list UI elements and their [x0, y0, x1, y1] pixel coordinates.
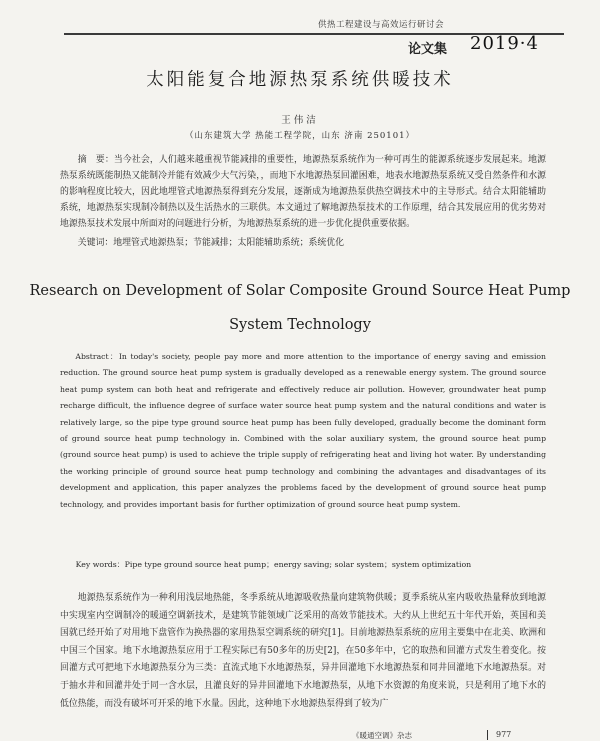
header-collection: 论文集 — [408, 42, 448, 57]
body-paragraph: 地源热泵系统作为一种利用浅层地热能，冬季系统从地源吸收热量向建筑物供暖；夏季系统从室内吸收热量释放到地源中实现室内空调制冷的暖通空调新技术，是建筑节能领域广泛采用的高效节能技术。大约从上世纪五十年代开始，英国和美国就已经开始了对用地下盘管作为换热器的家用热泵空调系统的研究[1]。目前地源热泵系统的应用主要集中在北美、欧洲和中国三个国家。地下水地源热泵应用于工程实际已有50多年的历史[2]，在50多年中，它的取热和回灌方式发生着变化。按回灌方式可把地下水地源热泵分为三类：直流式地下水地源热泵，异井回灌地下水地源热泵和同井回灌地下水地源热泵。对于抽水井和回灌井处于同一含水层，且灌良好的异井回灌地下水地源热泵，从地下水资源的角度来说，只是利用了地下水的低位热能，而没有破坏可开采的地下水量。因此，这种地下水地源热泵得到了较为广 — [60, 593, 546, 709]
paper-title-cn: 太阳能复合地源热泵系统供暖技术 — [146, 70, 454, 90]
keywords-en: Key words：Pipe type ground source heat pump；energy saving; solar system；system optimization — [75, 560, 472, 569]
keywords-cn: 关键词：地埋管式地源热泵；节能减排；太阳能辅助系统；系统优化 — [77, 238, 345, 248]
author: 王伟洁 — [281, 115, 319, 126]
footer-rule — [487, 730, 488, 740]
abstract-en: Abstract：In today's society, people pay more and more attention to the importance of energy saving and emission reduction. The ground source heat pump system is gradually developed as a renewable energy system. The ground source heat pump system can both heat and refrigerate and effectively reduce air pollution. However, groundwater heat pump recharge difficult, the influence degree of surface water source heat pump system and the natural conditions and water is relatively large, so the pipe type ground source heat pump has been fully developed, gradually become the dominant form of ground source heat pump technology in. Combined with the solar auxiliary system, the ground source heat pump (ground source heat pump) is used to achieve the triple supply of refrigerating heat and living hot water. By understanding the working principle of ground source heat pump technology and combining the advantages and disadvantages of its development and application, this paper analyzes the problems faced by the development of ground source heat pump technology, and provides important basis for further optimization of ground source heat pump system. — [60, 352, 546, 509]
paper-title-en-line1: Research on Development of Solar Composite Ground Source Heat Pump — [29, 283, 571, 299]
header-issue: 2019·4 — [470, 33, 539, 54]
affiliation: （山东建筑大学 热能工程学院，山东 济南 250101） — [184, 131, 416, 141]
page-number: 977 — [496, 730, 512, 739]
abstract-cn: 摘 要：当今社会，人们越来越重视节能减排的重要性，地源热泵系统作为一种可再生的能源系统逐步发展起来。地源热泵系统既能制热又能制冷并能有效减少大气污染，，而地下水地源热泵回灌困难，地表水地源热泵系统又受自然条件和水源的影响程度比较大，因此地埋管式地源热泵得到充分发展，逐渐成为地源热泵供热空调技术中的主导形式。结合太阳能辅助系统，地源热泵实现制冷制热以及生活热水的三联供。本文通过了解地源热泵技术的工作原理，结合其发展应用的优劣势对地源热泵技术发展中所面对的问题进行分析，为地源热泵系统的进一步优化提供重要依据。 — [60, 155, 546, 229]
paper-title-en-line2: System Technology — [229, 317, 371, 333]
header-org: 供热工程建设与高效运行研讨会 — [318, 20, 445, 30]
footer-journal: 《暖通空调》杂志 — [352, 731, 412, 740]
